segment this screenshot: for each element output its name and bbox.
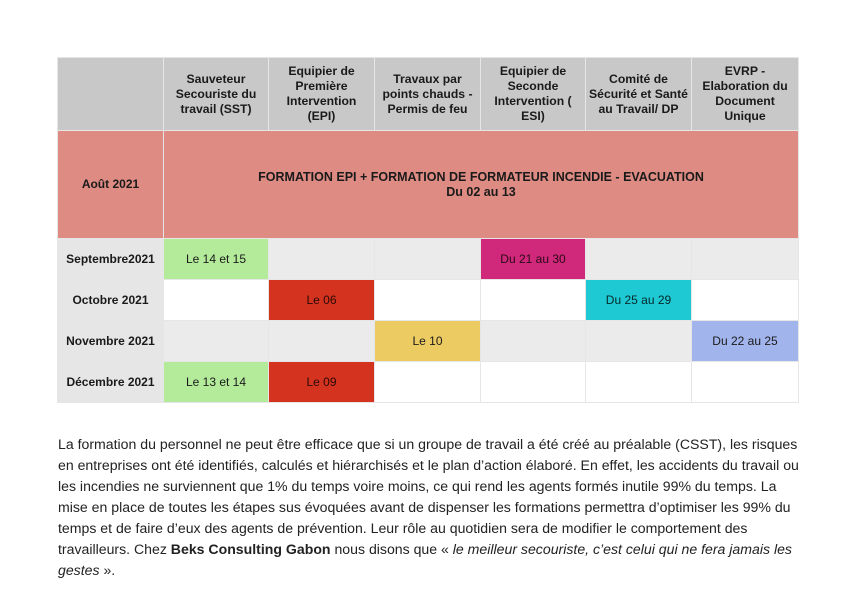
header-corner: [58, 58, 164, 131]
paragraph-text: La formation du personnel ne peut être efficace que si un groupe de travail a été créé au préalable (CSST), les risques en entreprises ont été identifiés, calculés et hiérarchisés et le plan d’action élaboré. En effet, les accidents du travail ou les incendies ne surviennent que 1% du temps voire moins, ce qui rend les agents formés inutile 99% du temps. La mise en place de toutes les étapes sus évoquées avant de dispenser les formations permettra d’optimiser les 99% du temps et de faire d’eux des agents de prévention. Leur rôle au quotidien sera de modifier le comportement des travailleurs. Chez: [58, 436, 799, 557]
month-august: Août 2021: [58, 131, 164, 239]
header-epi: Equipier de Première Intervention (EPI): [269, 58, 375, 131]
august-banner-dates: Du 02 au 13: [446, 184, 516, 199]
cell-dec-permis: [375, 362, 481, 403]
cell-oct-permis: [375, 280, 481, 321]
month-november: Novembre 2021: [58, 321, 164, 362]
cell-dec-epi: Le 09: [269, 362, 375, 403]
cell-nov-epi: [269, 321, 375, 362]
explanatory-paragraph: [58, 434, 803, 581]
training-schedule-table: [57, 57, 799, 403]
row-october: [58, 280, 799, 321]
cell-nov-esi: [481, 321, 586, 362]
cell-nov-cssct: [586, 321, 692, 362]
cell-nov-permis: Le 10: [375, 321, 481, 362]
paragraph-text-2: nous disons que «: [330, 541, 453, 557]
cell-sep-epi: [269, 239, 375, 280]
header-esi: Equipier de Seconde Intervention ( ESI): [481, 58, 586, 131]
cell-sep-sst: Le 14 et 15: [164, 239, 269, 280]
cell-oct-epi: Le 06: [269, 280, 375, 321]
cell-dec-evrp: [692, 362, 799, 403]
cell-nov-evrp: Du 22 au 25: [692, 321, 799, 362]
cell-dec-sst: Le 13 et 14: [164, 362, 269, 403]
header-sst: Sauveteur Secouriste du travail (SST): [164, 58, 269, 131]
cell-oct-evrp: [692, 280, 799, 321]
month-september: Septembre2021: [58, 239, 164, 280]
cell-nov-sst: [164, 321, 269, 362]
quote-text: le meilleur secouriste, c’est celui qui ne fera jamais les gestes: [58, 541, 792, 578]
cell-dec-cssct: [586, 362, 692, 403]
header-permis-feu: Travaux par points chauds - Permis de feu: [375, 58, 481, 131]
company-name: Beks Consulting Gabon: [170, 541, 331, 557]
header-row: [58, 58, 799, 131]
month-december: Décembre 2021: [58, 362, 164, 403]
august-banner-title: FORMATION EPI + FORMATION DE FORMATEUR INCENDIE - EVACUATION: [258, 169, 704, 184]
cell-oct-cssct: Du 25 au 29: [586, 280, 692, 321]
cell-sep-esi: Du 21 au 30: [481, 239, 586, 280]
cell-dec-esi: [481, 362, 586, 403]
august-banner: [164, 131, 799, 239]
header-evrp: EVRP - Elaboration du Document Unique: [692, 58, 799, 131]
cell-sep-cssct: [586, 239, 692, 280]
row-november: [58, 321, 799, 362]
cell-oct-sst: [164, 280, 269, 321]
row-september: [58, 239, 799, 280]
paragraph-text-3: ».: [99, 562, 116, 578]
month-october: Octobre 2021: [58, 280, 164, 321]
row-august: [58, 131, 799, 239]
header-cssct: Comité de Sécurité et Santé au Travail/ DP: [586, 58, 692, 131]
cell-oct-esi: [481, 280, 586, 321]
cell-sep-evrp: [692, 239, 799, 280]
row-december: [58, 362, 799, 403]
cell-sep-permis: [375, 239, 481, 280]
